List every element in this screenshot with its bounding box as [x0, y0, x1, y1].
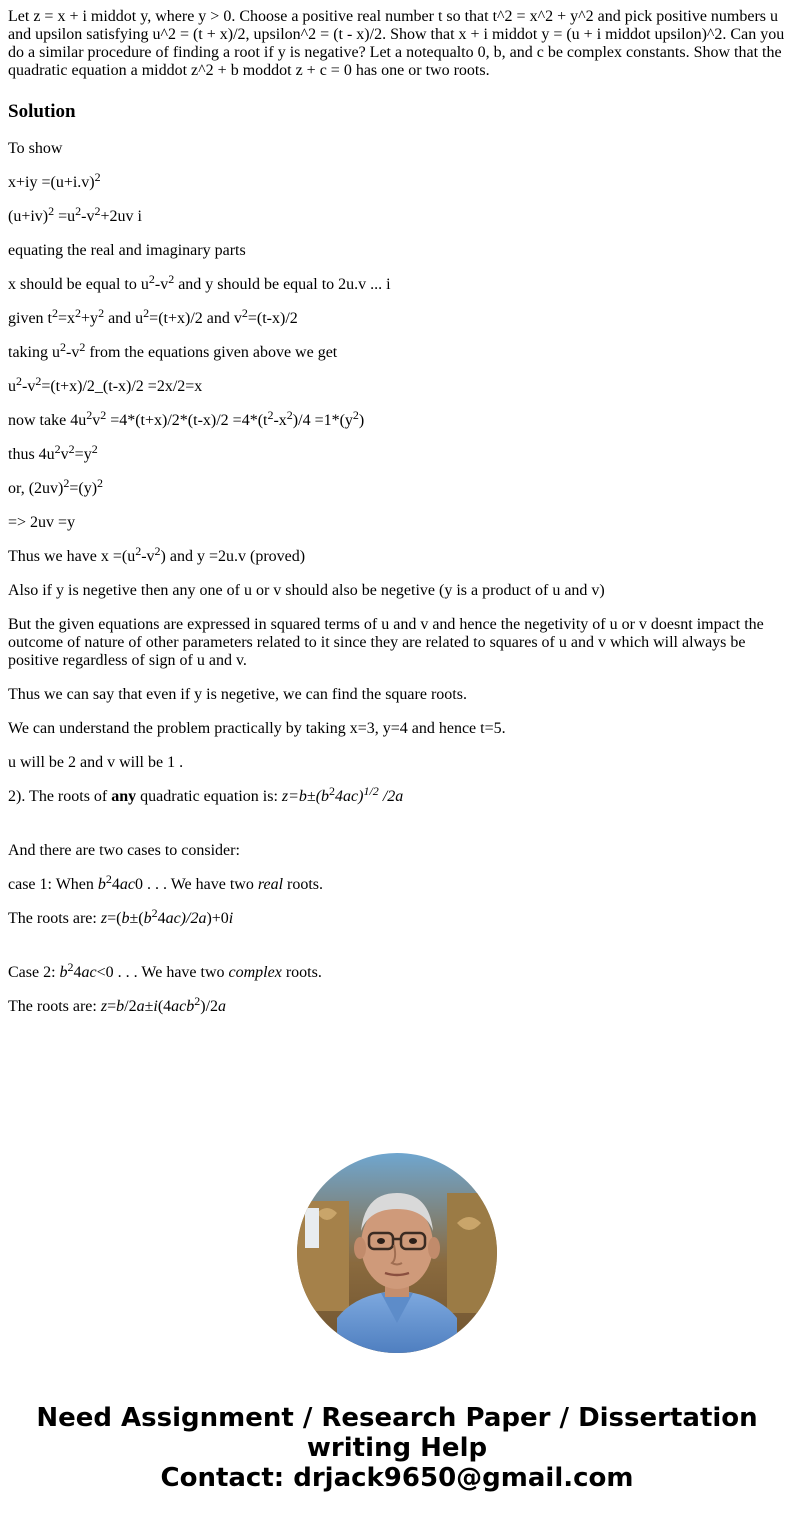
line-to-show: To show	[8, 140, 63, 157]
line-10: or, $(2uv)^2=(y)^2$	[8, 476, 104, 497]
solution-heading: Solution	[8, 101, 76, 122]
avatar	[297, 1153, 497, 1353]
line-17: u will be 2 and v will be 1 .	[8, 754, 184, 771]
line-22-case-2: Case 2: $b^24ac<0$ . . . We have two complex roots.	[8, 960, 322, 981]
question-text: Let z = x + i middot y, where y > 0. Choose a positive real number t so that t^2 = x^2 + y^2 and pick positive numbers u and upsilon satisfying u^2 = (t + x)/2, upsilon^2 = (t - x)/2. Show that x + i middot y = (u + i middot upsilon)^2. Can you do a similar procedure of finding a root if y is negative? Let a notequalto 0, b, and c be complex constants. Show that the quadratic equation a middot z^2 + b moddot z + c = 0 has one or two roots.	[8, 8, 785, 79]
line-2: $(u+iv)^2 =u^2-v^2+2uv$ i	[8, 204, 142, 225]
line-5: given $t^2=x^2+y^2$ and $u^2=(t+x)/2$ and $v^2=(t-x)/2$	[8, 306, 298, 327]
avatar-portrait-icon	[297, 1153, 497, 1353]
line-15: Thus we can say that even if y is negetive, we can find the square roots.	[8, 686, 467, 703]
document-body	[8, 0, 786, 1016]
line-20-case-1: case 1: When $b^24ac0$ . . . We have two real roots.	[8, 872, 324, 893]
footer-contact-line: Contact: drjack9650@gmail.com	[160, 1463, 634, 1493]
line-3: equating the real and imaginary parts	[8, 242, 246, 259]
line-19: And there are two cases to consider:	[8, 842, 240, 859]
footer-line-2: writing Help	[306, 1433, 488, 1463]
line-7: $u^2-v^2=(t+x)/2\_(t-x)/2 =2x/2=x$	[8, 374, 203, 395]
line-14: But the given equations are expressed in squared terms of u and v and hence the negetivity of u or v doesnt impact the outcome of nature of other parameters related to it since they are related to squares of u and v which will always be positive regardless of sign of u and v.	[8, 616, 764, 669]
line-16: We can understand the problem practically by taking x=3, y=4 and hence t=5.	[8, 720, 506, 737]
line-1: $x+iy =(u+i.v)^2$	[8, 170, 101, 191]
line-9: thus $4u^2v^2=y^2$	[8, 442, 98, 463]
line-13: Also if y is negetive then any one of u or v should also be negetive (y is a product of u and v)	[8, 582, 605, 599]
footer-contact-banner	[0, 1403, 794, 1493]
line-4: x should be equal to $u^2-v^2$ and y should be equal to 2u.v ... i	[8, 272, 391, 293]
line-11: => 2uv =y	[8, 514, 76, 531]
footer-line-1: Need Assignment / Research Paper / Dissertation	[36, 1403, 758, 1433]
line-6: taking $u^2-v^2$ from the equations given above we get	[8, 340, 338, 361]
line-18-roots-formula: 2). The roots of any quadratic equation is: $z=b\pm(b^24ac)^{1/2}$ /2a	[8, 784, 404, 805]
line-12: Thus we have $x =(u^2-v^2)$ and y =2u.v (proved)	[8, 544, 306, 565]
line-8: now take $4u^2v^2 =4*(t+x)/2*(t-x)/2 =4*(t^2-x^2)/4 =1*(y^2)$	[8, 408, 365, 429]
line-21-roots-real: The roots are: $z=(b\pm(b^24ac)/2a)+0i$	[8, 906, 234, 927]
line-23-roots-complex: The roots are: z=b/2a±i(4acb$^2$)/2a	[8, 994, 227, 1015]
